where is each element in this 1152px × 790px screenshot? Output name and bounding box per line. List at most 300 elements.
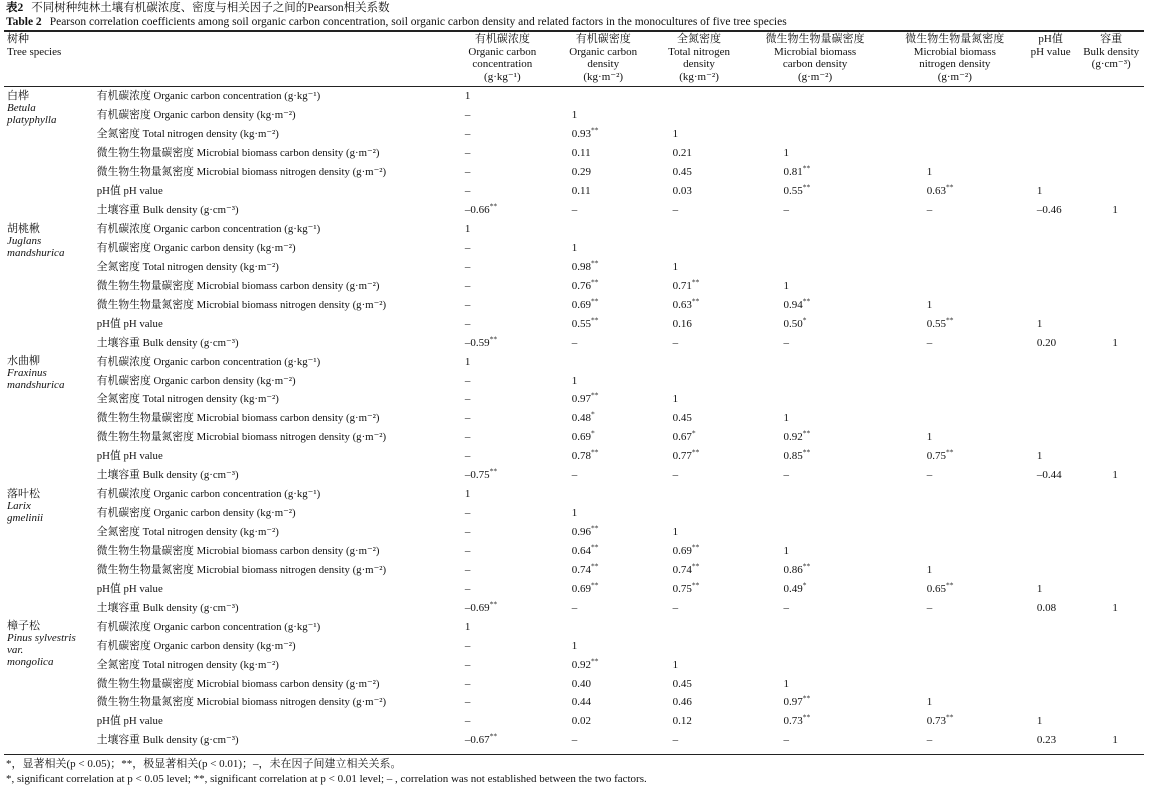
correlation-cell <box>655 731 744 750</box>
correlation-cell <box>1023 106 1078 125</box>
col-header-cn: pH值 <box>1038 33 1063 45</box>
correlation-cell <box>743 220 886 239</box>
col-header-cn: 微生物生物量氮密度 <box>905 33 1005 45</box>
factor-label: 微生物生物量碳密度 Microbial biomass carbon density (g·m⁻²) <box>96 677 380 690</box>
coefficient-value: 0.78 <box>571 450 592 463</box>
correlation-cell <box>1078 466 1144 485</box>
correlation-cell <box>655 106 744 125</box>
correlation-cell <box>743 674 886 693</box>
coefficient-value: 1 <box>1112 601 1118 614</box>
coefficient-value: – <box>672 336 679 349</box>
correlation-cell <box>887 674 1023 693</box>
correlation-cell <box>453 371 552 390</box>
coefficient-value: 0.75 <box>926 450 946 463</box>
coefficient-value: 0.92 <box>783 431 803 444</box>
correlation-cell <box>1023 693 1078 712</box>
coefficient-value: – <box>571 734 578 747</box>
correlation-cell <box>887 560 1023 579</box>
correlation-cell <box>1078 87 1144 106</box>
correlation-cell <box>887 106 1023 125</box>
correlation-cell <box>655 598 744 617</box>
coefficient-value: 1 <box>571 241 578 254</box>
col-header-en: Microbial biomass <box>773 45 857 58</box>
col-header-en: Total nitrogen <box>668 45 730 58</box>
factor-label: 土壤容重 Bulk density (g·cm⁻³) <box>96 469 239 482</box>
correlation-cell <box>1078 239 1144 258</box>
table-bottom-rule <box>4 754 1144 755</box>
correlation-cell <box>552 125 655 144</box>
correlation-cell <box>1078 390 1144 409</box>
correlation-cell <box>743 257 886 276</box>
coefficient-value: 0.40 <box>571 677 592 690</box>
correlation-cell <box>655 504 744 523</box>
correlation-cell <box>453 712 552 731</box>
correlation-cell <box>1023 125 1078 144</box>
table-row <box>4 579 1144 598</box>
correlation-cell <box>655 560 744 579</box>
header-row <box>4 31 1144 87</box>
correlation-cell <box>1078 220 1144 239</box>
coefficient-value: 0.69 <box>571 431 592 444</box>
correlation-cell <box>552 201 655 220</box>
coefficient-value: 0.96 <box>571 526 592 539</box>
correlation-cell <box>453 276 552 295</box>
coefficient-value: 1 <box>464 223 471 236</box>
correlation-cell <box>552 239 655 258</box>
coefficient-value: 0.75 <box>672 582 692 595</box>
coefficient-value: 0.49 <box>783 582 803 595</box>
significance-mark: ** <box>591 390 599 400</box>
correlation-cell <box>887 523 1023 542</box>
coefficient-value: 0.63 <box>926 185 946 198</box>
significance-mark: ** <box>945 315 954 325</box>
correlation-cell <box>1023 163 1078 182</box>
correlation-cell <box>655 182 744 201</box>
correlation-cell <box>887 617 1023 636</box>
coefficient-value: – <box>783 601 789 614</box>
correlation-cell <box>1023 257 1078 276</box>
coefficient-value: 0.20 <box>1036 336 1057 349</box>
correlation-cell <box>655 693 744 712</box>
significance-mark: ** <box>802 693 811 703</box>
significance-mark: ** <box>945 182 954 192</box>
correlation-cell <box>1023 447 1078 466</box>
correlation-cell <box>887 636 1023 655</box>
coefficient-value: – <box>783 204 789 217</box>
correlation-cell <box>1078 693 1144 712</box>
factor-header <box>95 31 453 87</box>
correlation-cell <box>1078 352 1144 371</box>
correlation-cell <box>552 579 655 598</box>
coefficient-value: – <box>783 734 789 747</box>
coefficient-value: 0.44 <box>571 696 592 709</box>
correlation-cell <box>655 333 744 352</box>
factor-label: 全氮密度 Total nitrogen density (kg·m⁻²) <box>96 526 279 539</box>
correlation-cell <box>655 257 744 276</box>
correlation-cell <box>1023 636 1078 655</box>
significance-mark: ** <box>945 580 954 590</box>
correlation-cell <box>453 466 552 485</box>
correlation-cell <box>552 466 655 485</box>
correlation-cell <box>743 504 886 523</box>
correlation-cell <box>453 106 552 125</box>
correlation-cell <box>1023 485 1078 504</box>
coefficient-value: 0.97 <box>571 393 592 406</box>
coefficient-value: 0.73 <box>783 715 803 728</box>
species-latin-part: Betula <box>7 102 36 114</box>
col-header-unit: (g·cm⁻³) <box>1091 58 1131 70</box>
correlation-cell <box>1078 674 1144 693</box>
correlation-cell <box>887 693 1023 712</box>
coefficient-value: 1 <box>926 298 933 311</box>
correlation-cell <box>655 409 744 428</box>
correlation-cell <box>453 693 552 712</box>
coefficient-value: 1 <box>571 639 578 652</box>
significance-mark: ** <box>802 163 811 173</box>
factor-label: 有机碳浓度 Organic carbon concentration (g·kg⁻¹) <box>96 90 321 103</box>
coefficient-value: – <box>464 639 471 652</box>
table-row <box>4 276 1144 295</box>
correlation-cell <box>743 466 886 485</box>
factor-label: 有机碳密度 Organic carbon density (kg·m⁻²) <box>96 507 296 520</box>
significance-mark: ** <box>591 523 599 533</box>
significance-mark: ** <box>591 655 599 665</box>
significance-mark: * <box>591 409 595 419</box>
coefficient-value: – <box>464 147 471 160</box>
coefficient-value: 0.76 <box>571 279 592 292</box>
correlation-cell <box>743 485 886 504</box>
factor-label: 有机碳浓度 Organic carbon concentration (g·kg⁻¹) <box>96 355 321 368</box>
correlation-cell <box>552 447 655 466</box>
correlation-cell <box>453 201 552 220</box>
significance-mark: ** <box>591 580 599 590</box>
correlation-cell <box>1078 579 1144 598</box>
table-caption-en <box>6 15 787 29</box>
factor-label: 有机碳密度 Organic carbon density (kg·m⁻²) <box>96 109 296 122</box>
coefficient-value: 1 <box>783 412 789 425</box>
coefficient-value: – <box>464 450 471 463</box>
correlation-cell <box>887 485 1023 504</box>
factor-label: 微生物生物量氮密度 Microbial biomass nitrogen density (g·m⁻²) <box>96 166 387 179</box>
correlation-cell <box>453 125 552 144</box>
table-row <box>4 731 1144 750</box>
coefficient-value: 0.55 <box>783 185 803 198</box>
col-header <box>1078 31 1144 87</box>
correlation-cell <box>453 220 552 239</box>
coefficient-value: 0.85 <box>783 450 803 463</box>
significance-mark: ** <box>802 447 811 457</box>
correlation-cell <box>887 466 1023 485</box>
coefficient-value: 0.64 <box>571 544 592 557</box>
correlation-cell <box>453 182 552 201</box>
correlation-cell <box>1078 636 1144 655</box>
table-row <box>4 201 1144 220</box>
correlation-cell <box>453 257 552 276</box>
coefficient-value: 0.74 <box>571 563 592 576</box>
correlation-cell <box>1078 333 1144 352</box>
factor-label: 有机碳浓度 Organic carbon concentration (g·kg⁻¹) <box>96 620 321 633</box>
correlation-cell <box>1023 182 1078 201</box>
table-label-cn: 表2 <box>6 2 24 14</box>
coefficient-value: 1 <box>571 507 578 520</box>
col-header-en: pH value <box>1030 45 1071 58</box>
species-cell <box>4 87 95 220</box>
correlation-cell <box>743 163 886 182</box>
correlation-cell <box>887 125 1023 144</box>
factor-label: 微生物生物量碳密度 Microbial biomass carbon density (g·m⁻²) <box>96 147 380 160</box>
coefficient-value: – <box>672 469 679 482</box>
significance-mark: * <box>802 580 807 590</box>
correlation-cell <box>743 579 886 598</box>
coefficient-value: 0.86 <box>783 563 803 576</box>
coefficient-value: 1 <box>1112 469 1118 482</box>
correlation-cell <box>887 201 1023 220</box>
correlation-cell <box>552 560 655 579</box>
coefficient-value: – <box>464 544 471 557</box>
correlation-cell <box>1023 598 1078 617</box>
table-row <box>4 163 1144 182</box>
species-name-cn: 樟子松 <box>7 620 40 633</box>
coefficient-value: 0.21 <box>672 147 692 160</box>
correlation-cell <box>1078 276 1144 295</box>
factor-label: 微生物生物量碳密度 Microbial biomass carbon density (g·m⁻²) <box>96 544 380 557</box>
significance-mark: ** <box>802 561 811 571</box>
coefficient-value: –0.75 <box>464 469 490 482</box>
correlation-cell <box>453 447 552 466</box>
coefficient-value: 1 <box>1036 715 1043 728</box>
species-name-latin <box>7 632 95 668</box>
table-row <box>4 712 1144 731</box>
correlation-cell <box>743 201 886 220</box>
coefficient-value: 0.45 <box>672 412 692 425</box>
coefficient-value: – <box>464 393 471 406</box>
coefficient-value: 0.46 <box>672 696 692 709</box>
species-latin-part: mandshurica <box>7 379 65 392</box>
col-header-en: Organic carbon <box>569 45 638 58</box>
correlation-cell <box>1078 560 1144 579</box>
correlation-cell <box>887 257 1023 276</box>
correlation-cell <box>552 314 655 333</box>
factor-label: 全氮密度 Total nitrogen density (kg·m⁻²) <box>96 260 279 273</box>
correlation-cell <box>1023 333 1078 352</box>
species-header <box>4 31 95 87</box>
species-name-cn: 水曲柳 <box>7 355 40 368</box>
coefficient-value: 0.71 <box>672 279 692 292</box>
correlation-cell <box>552 144 655 163</box>
correlation-cell <box>743 276 886 295</box>
correlation-cell <box>1023 712 1078 731</box>
factor-label: pH值 pH value <box>96 185 163 198</box>
table-row <box>4 693 1144 712</box>
correlation-cell <box>453 352 552 371</box>
coefficient-value: 0.69 <box>672 544 692 557</box>
species-latin-part: Fraxinus <box>7 367 47 380</box>
correlation-cell <box>1078 201 1144 220</box>
correlation-cell <box>655 390 744 409</box>
correlation-cell <box>655 636 744 655</box>
significance-mark: ** <box>489 466 498 476</box>
table-row <box>4 504 1144 523</box>
correlation-cell <box>655 144 744 163</box>
correlation-cell <box>1078 371 1144 390</box>
coefficient-value: – <box>926 336 933 349</box>
correlation-cell <box>552 371 655 390</box>
coefficient-value: 0.92 <box>571 658 592 671</box>
col-header-en: concentration <box>472 58 533 70</box>
coefficient-value: 1 <box>926 563 933 576</box>
correlation-cell <box>655 542 744 561</box>
coefficient-value: 0.98 <box>571 260 592 273</box>
coefficient-value: – <box>464 431 471 444</box>
correlation-cell <box>743 542 886 561</box>
correlation-cell <box>655 428 744 447</box>
correlation-cell <box>655 239 744 258</box>
col-header <box>887 31 1023 87</box>
correlation-cell <box>743 409 886 428</box>
coefficient-value: 0.03 <box>672 185 692 198</box>
correlation-cell <box>552 655 655 674</box>
coefficient-value: 0.11 <box>571 185 591 198</box>
correlation-cell <box>887 333 1023 352</box>
correlation-cell <box>453 428 552 447</box>
coefficient-value: – <box>464 260 471 273</box>
correlation-cell <box>1078 523 1144 542</box>
correlation-cell <box>453 333 552 352</box>
factor-label: 土壤容重 Bulk density (g·cm⁻³) <box>96 336 239 349</box>
correlation-cell <box>887 712 1023 731</box>
coefficient-value: – <box>464 374 471 387</box>
table-row <box>4 485 1144 504</box>
correlation-cell <box>655 655 744 674</box>
coefficient-value: 0.29 <box>571 166 592 179</box>
correlation-cell <box>453 485 552 504</box>
coefficient-value: – <box>926 601 933 614</box>
significance-mark: ** <box>591 296 599 306</box>
species-name-latin <box>7 367 95 391</box>
correlation-cell <box>1078 257 1144 276</box>
table-row <box>4 125 1144 144</box>
correlation-cell <box>655 617 744 636</box>
coefficient-value: – <box>464 582 471 595</box>
coefficient-value: 0.69 <box>571 582 592 595</box>
correlation-cell <box>743 712 886 731</box>
correlation-cell <box>453 87 552 106</box>
coefficient-value: – <box>464 241 471 254</box>
correlation-cell <box>887 220 1023 239</box>
factor-label: 微生物生物量氮密度 Microbial biomass nitrogen density (g·m⁻²) <box>96 563 387 576</box>
correlation-cell <box>552 352 655 371</box>
correlation-cell <box>743 182 886 201</box>
correlation-cell <box>655 352 744 371</box>
species-name-latin <box>7 500 95 524</box>
col-header-cn: 有机碳密度 <box>575 33 631 45</box>
correlation-cell <box>453 579 552 598</box>
correlation-cell <box>1023 504 1078 523</box>
coefficient-value: 0.23 <box>1036 734 1057 747</box>
factor-label: 土壤容重 Bulk density (g·cm⁻³) <box>96 601 239 614</box>
correlation-cell <box>453 390 552 409</box>
table-title-cn: 不同树种纯林土壤有机碳浓度、密度与相关因子之间的Pearson相关系数 <box>31 2 390 14</box>
coefficient-value: – <box>464 715 471 728</box>
correlation-cell <box>453 239 552 258</box>
correlation-cell <box>1023 295 1078 314</box>
correlation-cell <box>887 276 1023 295</box>
table-caption-cn <box>6 1 390 15</box>
coefficient-value: 0.45 <box>672 677 692 690</box>
factor-label: 全氮密度 Total nitrogen density (kg·m⁻²) <box>96 128 279 141</box>
table-body <box>4 87 1144 750</box>
species-name-latin <box>7 102 95 126</box>
correlation-cell <box>552 87 655 106</box>
correlation-cell <box>743 314 886 333</box>
coefficient-value: 0.55 <box>571 317 592 330</box>
correlation-cell <box>887 163 1023 182</box>
significance-mark: ** <box>591 561 599 571</box>
coefficient-value: 1 <box>783 279 789 292</box>
significance-mark: ** <box>691 542 700 552</box>
correlation-cell <box>887 447 1023 466</box>
col-header-en: carbon density <box>782 58 848 70</box>
correlation-cell <box>655 220 744 239</box>
coefficient-value: –0.67 <box>464 734 490 747</box>
significance-mark: ** <box>591 315 599 325</box>
correlation-cell <box>743 295 886 314</box>
correlation-cell <box>552 295 655 314</box>
coefficient-value: 1 <box>571 374 578 387</box>
correlation-cell <box>655 276 744 295</box>
correlation-cell <box>1023 87 1078 106</box>
correlation-cell <box>1078 314 1144 333</box>
table-row <box>4 352 1144 371</box>
correlation-cell <box>552 182 655 201</box>
coefficient-value: 1 <box>1112 734 1118 747</box>
coefficient-value: 0.93 <box>571 128 592 141</box>
correlation-cell <box>552 542 655 561</box>
coefficient-value: 1 <box>1036 185 1043 198</box>
correlation-cell <box>1078 409 1144 428</box>
coefficient-value: 1 <box>464 355 471 368</box>
correlation-cell <box>1023 674 1078 693</box>
factor-label: 有机碳浓度 Organic carbon concentration (g·kg⁻¹) <box>96 223 321 236</box>
significance-mark: * <box>591 428 595 438</box>
col-header-en: density <box>683 58 715 70</box>
col-header-en: nitrogen density <box>919 58 991 70</box>
table-title-en: Pearson correlation coefficients among soil organic carbon concentration, soil organic carbon density and related factors in the monocultures of five tree species <box>49 16 787 28</box>
correlation-cell <box>655 447 744 466</box>
correlation-cell <box>887 295 1023 314</box>
correlation-cell <box>655 125 744 144</box>
coefficient-value: 1 <box>464 620 471 633</box>
correlation-cell <box>552 674 655 693</box>
correlation-cell <box>453 674 552 693</box>
correlation-cell <box>552 257 655 276</box>
correlation-cell <box>552 523 655 542</box>
correlation-cell <box>655 579 744 598</box>
correlation-cell <box>552 712 655 731</box>
coefficient-value: 1 <box>783 677 789 690</box>
correlation-cell <box>655 523 744 542</box>
species-cell <box>4 617 95 750</box>
table-row <box>4 257 1144 276</box>
coefficient-value: 0.67 <box>672 431 692 444</box>
correlation-cell <box>1023 371 1078 390</box>
table-row <box>4 295 1144 314</box>
correlation-cell <box>1078 106 1144 125</box>
factor-label: 微生物生物量氮密度 Microbial biomass nitrogen density (g·m⁻²) <box>96 696 387 709</box>
coefficient-value: – <box>464 677 471 690</box>
correlation-cell <box>655 712 744 731</box>
coefficient-value: – <box>464 109 471 122</box>
